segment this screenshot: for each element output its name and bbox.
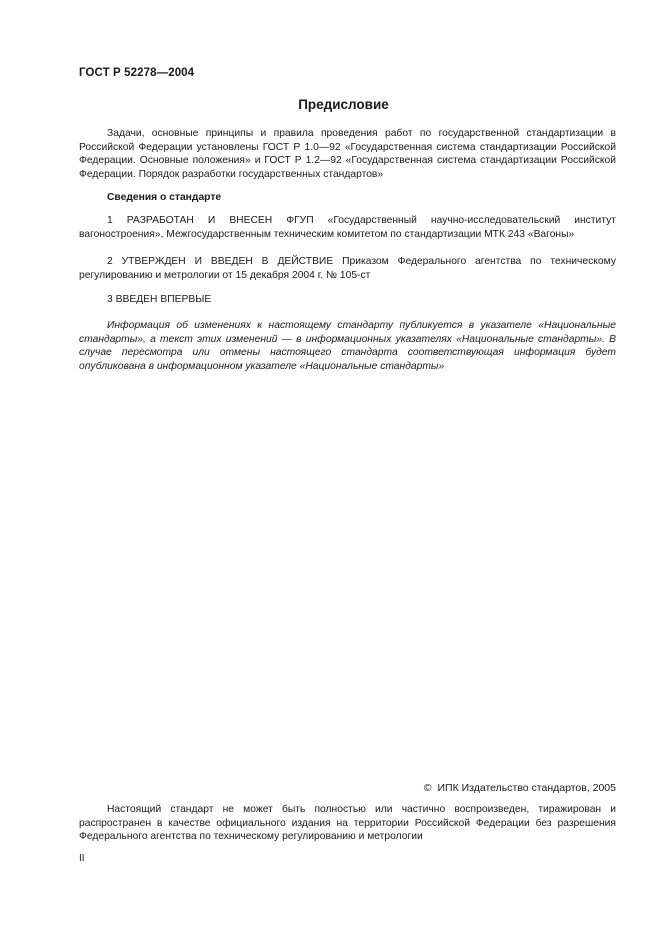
intro-paragraph: Задачи, основные принципы и правила проведения работ по государственной стандартизации в Российской Федерации установлены ГОСТ Р 1.0—92 «Государственная система стандартизации Российской Федерации. Основные положения» и ГОСТ Р 1.2—92 «Государственная система стандартизации Российской Федерации. Порядок разработки государственных стандартов» xyxy=(79,128,616,180)
copyright-notice: Настоящий стандарт не может быть полностью или частично воспроизведен, тиражирован и распространен в качестве официального издания на территории Российской Федерации без разрешения Федерального агентства по техническому регулированию и метрологии xyxy=(79,804,616,843)
about-item-3: 3 ВВЕДЕН ВПЕРВЫЕ xyxy=(107,294,212,305)
section-heading: Сведения о стандарте xyxy=(107,192,222,203)
standard-code: ГОСТ Р 52278—2004 xyxy=(79,67,195,79)
copyright-symbol: © xyxy=(423,782,432,794)
copyright-text: ИПК Издательство стандартов, 2005 xyxy=(437,782,616,794)
about-item-1: 1 РАЗРАБОТАН И ВНЕСЕН ФГУП «Государственный научно-исследовательский институт вагоностроения», Межгосударственным техническим комитетом по стандартизации МТК 243 «Вагоны» xyxy=(79,215,616,240)
page-number: II xyxy=(79,853,85,864)
about-item-2: 2 УТВЕРЖДЕН И ВВЕДЕН В ДЕЙСТВИЕ Приказом Федерального агентства по техническому регулированию и метрологии от 15 декабря 2004 г. № 105-ст xyxy=(79,256,616,281)
page-title: Предисловие xyxy=(298,97,389,112)
info-note-paragraph: Информация об изменениях к настоящему стандарту публикуется в указателе «Национальные стандарты», а текст этих изменений — в информационных указателях «Национальные стандарты». В случае пересмотра или отмены настоящего стандарта соответствующая информация будет опубликована в информационном указателе «Национальные стандарты» xyxy=(79,320,616,372)
copyright-line xyxy=(424,782,616,794)
